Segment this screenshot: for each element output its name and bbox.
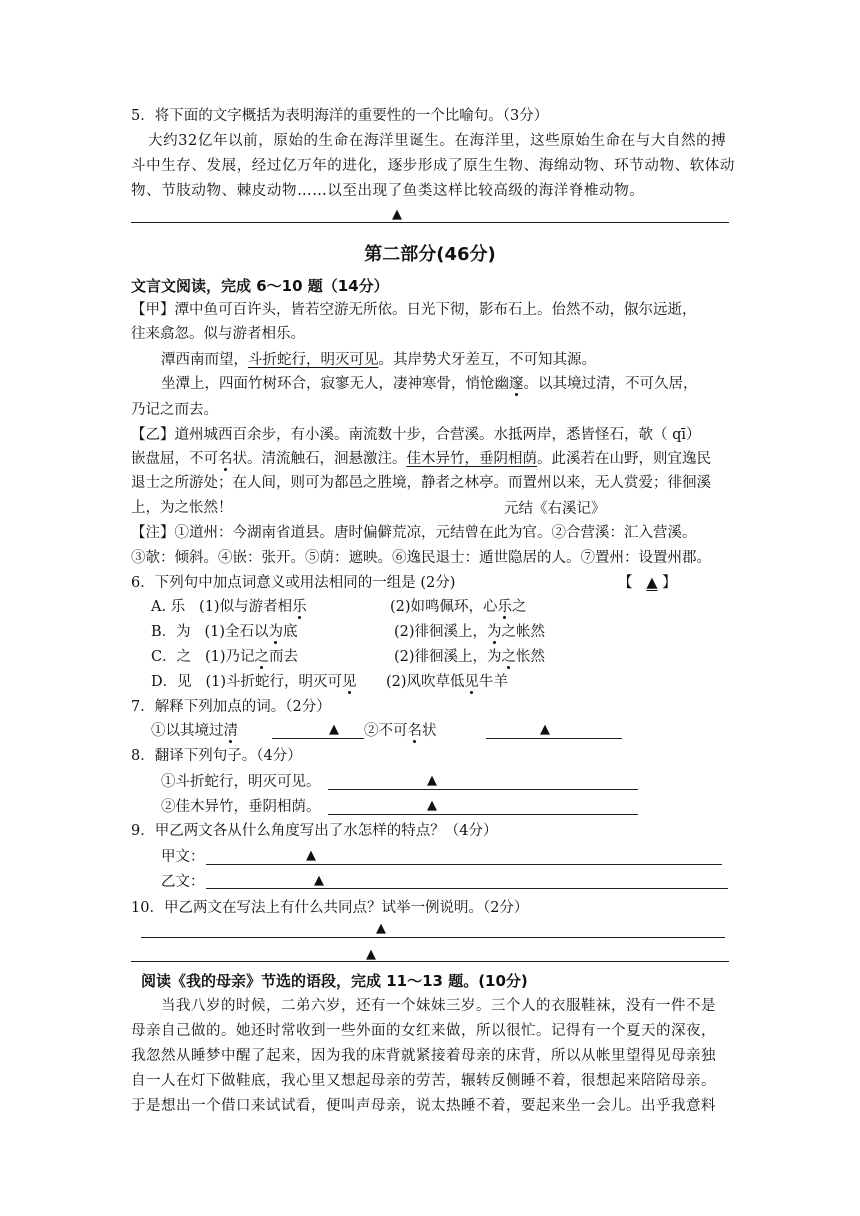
- q6-option-b-sentence-2: (2)徘徊溪上，为之帐然: [394, 624, 546, 640]
- q8-item-1: ①斗折蛇行，明灭可见。: [161, 774, 321, 790]
- yi-paragraph-line-4: 上，为之怅然！: [131, 500, 233, 516]
- classical-section-header: 文言文阅读，完成 6～10 题（14分）: [131, 277, 389, 295]
- dotted-word-ming: 名: [218, 451, 233, 467]
- q10-answer-line-2[interactable]: [131, 961, 729, 962]
- jia-paragraph-line-2: 往来翕忽。似与游者相乐。: [131, 326, 305, 342]
- q8-item-1-blank[interactable]: [328, 789, 638, 790]
- q6-option-c: C．之 (1)乃记之而去: [151, 649, 298, 665]
- q7-item-1-blank[interactable]: [272, 738, 364, 739]
- underlined-phrase-jia-mu-yi-zhu: 佳木异竹，垂阴相荫: [406, 451, 537, 467]
- q10-title: 10．甲乙两文在写法上有什么共同点？试举一例说明。（2分）: [131, 900, 529, 916]
- yi-paragraph-line-3: 退士之所游处；在人间，则可为都邑之胜境，静者之林亭。而置州以来，无人赏爱；徘徊溪: [131, 475, 711, 491]
- note-line-1: 【注】①道州：今湖南省道县。唐时偏僻荒凉，元结曾在此为官。②合营溪：汇入营溪。: [131, 525, 697, 541]
- q9-jia-label: 甲文：: [161, 849, 205, 865]
- q6-title: 6．下列句中加点词意义或用法相同的一组是 (2分): [131, 575, 456, 591]
- reading-line-5: 于是想出一个借口来试试看，便叫声母亲，说太热睡不着，要起来坐一会儿。出乎我意料: [131, 1098, 716, 1114]
- source-attribution: 元结《右溪记》: [504, 501, 606, 517]
- reading-line-2: 母亲自己做的。她还时常收到一些外面的女红来做，所以很忙。记得有一个夏天的深夜，: [131, 1023, 716, 1039]
- q10-answer-line-1[interactable]: [141, 937, 725, 938]
- q6-option-c-sentence-2: (2)徘徊溪上，为之怅然: [394, 649, 546, 665]
- q9-yi-marker: ▲: [314, 873, 324, 888]
- q6-option-a: A. 乐 (1)似与游者相乐: [151, 599, 307, 615]
- q8-item-1-marker: ▲: [427, 773, 437, 788]
- jia-paragraph-line-1: 【甲】潭中鱼可百许头，皆若空游无所依。日光下彻，影布石上。佁然不动，俶尔远逝，: [131, 302, 697, 318]
- q5-answer-line[interactable]: [131, 222, 729, 223]
- dotted-word-sui: 邃: [509, 376, 524, 392]
- q10-line-1-marker: ▲: [376, 921, 386, 936]
- q7-item-2-blank[interactable]: [486, 738, 622, 739]
- q7-item-2: ②不可名状: [364, 723, 437, 739]
- part-two-heading: 第二部分(46分): [364, 244, 496, 265]
- q10-line-2-marker: ▲: [366, 947, 376, 962]
- q9-jia-blank[interactable]: [206, 864, 722, 865]
- reading-section-header: 阅读《我的母亲》节选的语段，完成 11～13 题。(10分): [141, 972, 528, 990]
- note-line-2: ③欹：倾斜。④嵌：张开。⑤荫：遮映。⑥逸民退士：遁世隐居的人。⑦置州：设置州郡。: [131, 550, 711, 566]
- q7-item-1: ①以其境过清: [151, 723, 238, 739]
- q5-line-3: 物、节肢动物、棘皮动物……以至出现了鱼类这样比较高级的海洋脊椎动物。: [131, 183, 645, 199]
- q5-line-1: 大约32亿年以前，原始的生命在海洋里诞生。在海洋里，这些原始生命在与大自然的搏: [148, 133, 727, 149]
- q6-option-b: B．为 (1)全石以为底: [151, 624, 298, 640]
- q6-answer-bracket[interactable]: 【 ▲ 】: [618, 575, 677, 591]
- answer-marker: ▲: [392, 207, 402, 222]
- q5-title: 5．将下面的文字概括为表明海洋的重要性的一个比喻句。（3分）: [131, 108, 549, 124]
- q9-yi-blank[interactable]: [206, 888, 728, 889]
- q9-jia-marker: ▲: [306, 848, 316, 863]
- jia-paragraph-2: 潭西南而望，斗折蛇行，明灭可见。其岸势犬牙差互，不可知其源。: [161, 352, 596, 368]
- q8-item-2-marker: ▲: [427, 798, 437, 813]
- yi-paragraph-line-1: 【乙】道州城西百余步，有小溪。南流数十步，合营溪。水抵两岸，悉皆怪石，欹（ qī）: [131, 427, 701, 443]
- q8-item-2: ②佳木异竹，垂阴相荫。: [161, 799, 321, 815]
- q8-title: 8．翻译下列句子。（4分）: [131, 748, 302, 764]
- underlined-phrase-dou-zhe-she-xing: 斗折蛇行，明灭可见: [248, 352, 379, 368]
- q6-option-d-sentence-2: (2)风吹草低见牛羊: [386, 674, 509, 690]
- q8-item-2-blank[interactable]: [328, 814, 638, 815]
- q7-title: 7．解释下列加点的词。（2分）: [131, 699, 331, 715]
- jia-paragraph-3: 坐潭上，四面竹树环合，寂寥无人，凄神寒骨，悄怆幽邃。以其境过清，不可久居，: [161, 376, 698, 392]
- q6-option-d: D．见 (1)斗折蛇行，明灭可见: [151, 674, 357, 690]
- q5-line-2: 斗中生存、发展，经过亿万年的进化，逐步形成了原生生物、海绵动物、环节动物、软体动: [131, 158, 735, 174]
- reading-line-3: 我忽然从睡梦中醒了起来，因为我的床背就紧接着母亲的床背，所以从帐里望得见母亲独: [131, 1048, 716, 1064]
- jia-paragraph-3-line-2: 乃记之而去。: [131, 402, 218, 418]
- reading-line-4: 自一人在灯下做鞋底，我心里又想起母亲的劳苦，辗转反侧睡不着，很想起来陪陪母亲。: [131, 1073, 716, 1089]
- q6-option-a-sentence-2: (2)如鸣佩环，心乐之: [390, 599, 527, 615]
- reading-line-1: 当我八岁的时候，二弟六岁，还有一个妹妹三岁。三个人的衣服鞋袜，没有一件不是: [161, 998, 716, 1014]
- q9-yi-label: 乙文：: [161, 874, 205, 890]
- q7-item-2-marker: ▲: [540, 722, 550, 737]
- yi-paragraph-line-2: 嵌盘屈，不可名状。清流触石，洄悬激注。佳木异竹，垂阴相荫。此溪若在山野，则宜逸民: [131, 451, 711, 467]
- q7-item-1-marker: ▲: [329, 722, 339, 737]
- q9-title: 9．甲乙两文各从什么角度写出了水怎样的特点？（4分）: [131, 823, 498, 839]
